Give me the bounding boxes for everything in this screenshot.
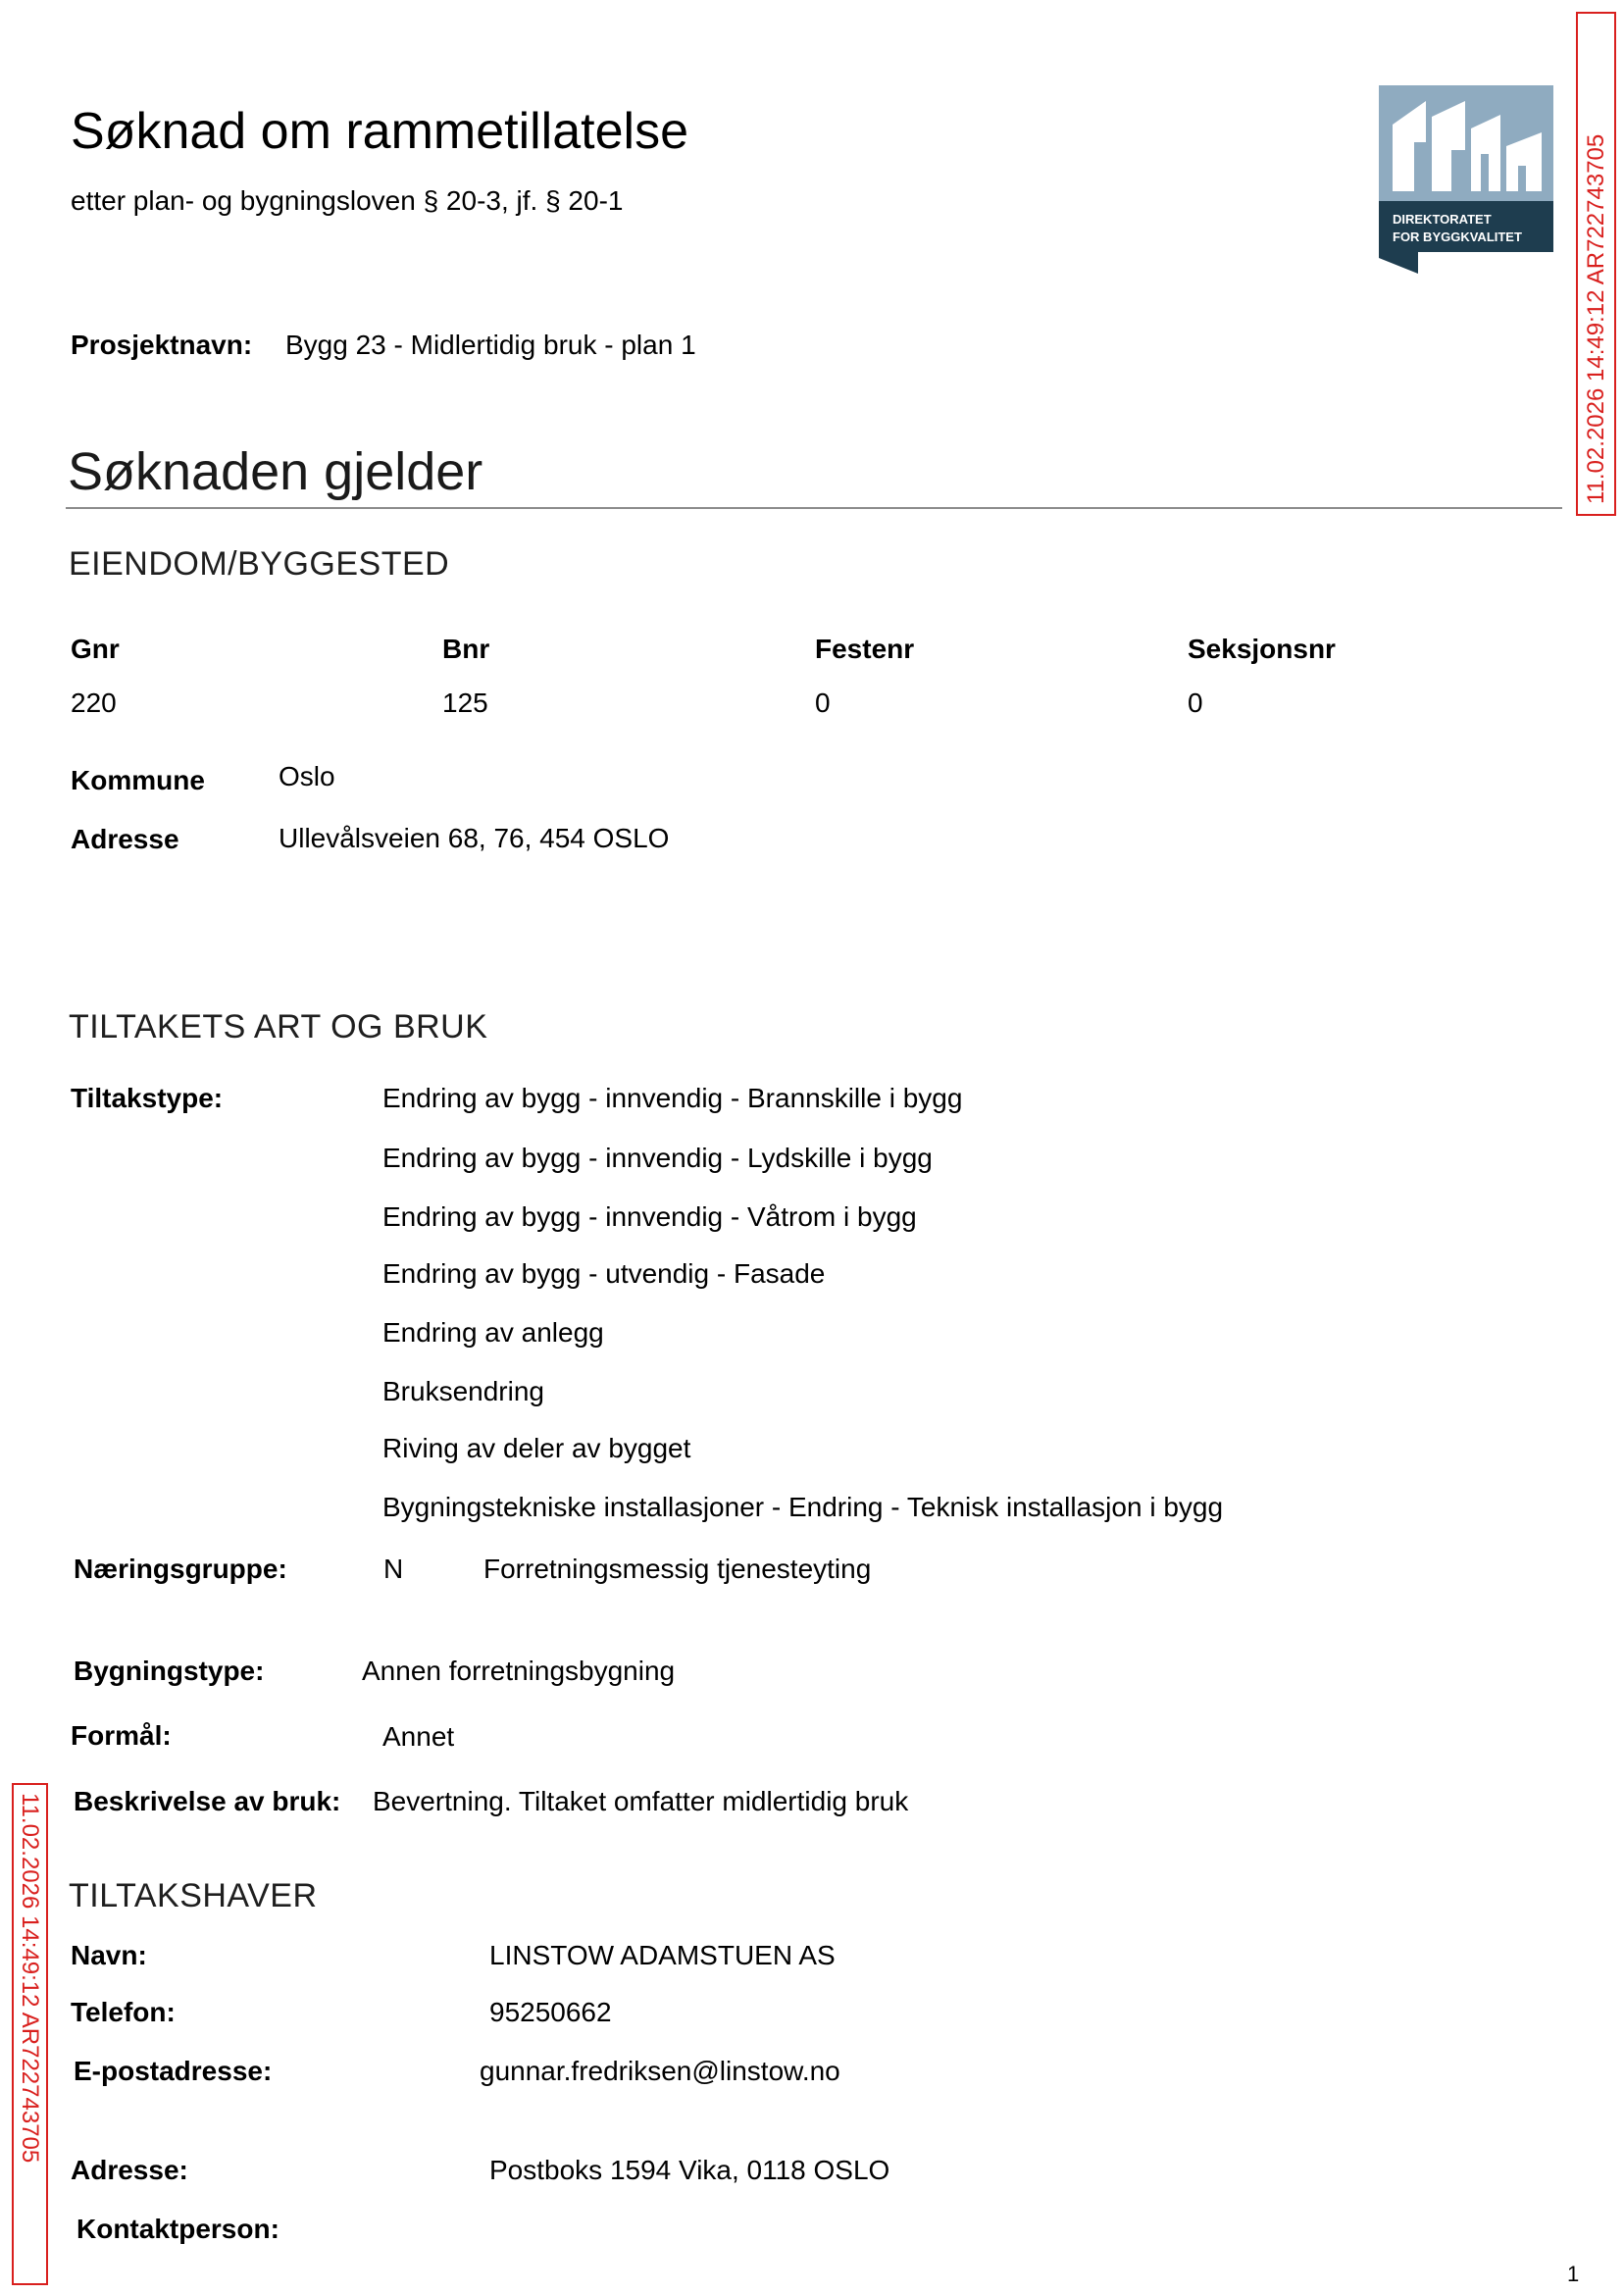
navn-label: Navn: xyxy=(71,1940,147,1970)
tiltak-heading: TILTAKETS ART OG BRUK xyxy=(69,1008,488,1045)
gnr-label: Gnr xyxy=(71,634,120,664)
tiltakshaver-heading: TILTAKSHAVER xyxy=(69,1877,318,1914)
kommune-label: Kommune xyxy=(71,765,205,795)
property-heading: EIENDOM/BYGGESTED xyxy=(69,545,450,583)
tiltakstype-item: Endring av bygg - innvendig - Brannskille i bygg xyxy=(382,1083,963,1113)
bygningstype-label: Bygningstype: xyxy=(74,1656,265,1686)
tiltakstype-item: Bygningstekniske installasjoner - Endring - Teknisk installasjon i bygg xyxy=(382,1492,1224,1522)
logo-text-line2: FOR BYGGKVALITET xyxy=(1393,229,1522,244)
naeringsgruppe-name: Forretningsmessig tjenesteyting xyxy=(483,1554,872,1584)
project-name-label: Prosjektnavn: xyxy=(71,330,253,360)
navn-value: LINSTOW ADAMSTUEN AS xyxy=(489,1940,836,1970)
page-number: 1 xyxy=(1567,2262,1580,2286)
telefon-value: 95250662 xyxy=(489,1997,612,2027)
property-address-value: Ullevålsveien 68, 76, 454 OSLO xyxy=(279,823,670,853)
dibk-logo xyxy=(1379,85,1553,274)
property-address-label: Adresse xyxy=(71,824,179,854)
document-subtitle: etter plan- og bygningsloven § 20-3, jf. § 20-1 xyxy=(71,185,624,216)
tiltakshaver-address-value: Postboks 1594 Vika, 0118 OSLO xyxy=(489,2155,890,2185)
naeringsgruppe-code: N xyxy=(383,1554,404,1584)
kontaktperson-label: Kontaktperson: xyxy=(76,2214,279,2244)
tiltakstype-item: Endring av bygg - utvendig - Fasade xyxy=(382,1258,826,1289)
gnr-value: 220 xyxy=(71,688,117,718)
timestamp-stamp-left: 11.02.2026 14:49:12 AR722743705 xyxy=(12,1783,48,2285)
epost-value: gunnar.fredriksen@linstow.no xyxy=(480,2056,840,2086)
naeringsgruppe-label: Næringsgruppe: xyxy=(74,1554,287,1584)
tiltakstype-label: Tiltakstype: xyxy=(71,1083,224,1113)
seksjonsnr-value: 0 xyxy=(1188,688,1203,718)
kommune-value: Oslo xyxy=(279,761,335,791)
beskrivelse-label: Beskrivelse av bruk: xyxy=(74,1786,341,1816)
timestamp-stamp-right: 11.02.2026 14:49:12 AR722743705 xyxy=(1576,12,1616,516)
beskrivelse-value: Bevertning. Tiltaket omfatter midlertidig bruk xyxy=(373,1786,909,1816)
tiltakshaver-address-label: Adresse: xyxy=(71,2155,188,2185)
formal-label: Formål: xyxy=(71,1720,172,1751)
formal-value: Annet xyxy=(382,1721,455,1752)
seksjonsnr-label: Seksjonsnr xyxy=(1188,634,1336,664)
tiltakstype-item: Endring av anlegg xyxy=(382,1317,604,1348)
logo-text-line1: DIREKTORATET xyxy=(1393,212,1492,227)
bnr-label: Bnr xyxy=(442,634,490,664)
festenr-label: Festenr xyxy=(815,634,915,664)
telefon-label: Telefon: xyxy=(71,1997,176,2027)
section-title: Søknaden gjelder xyxy=(68,442,483,501)
project-name-value: Bygg 23 - Midlertidig bruk - plan 1 xyxy=(285,330,696,360)
festenr-value: 0 xyxy=(815,688,831,718)
tiltakstype-item: Riving av deler av bygget xyxy=(382,1433,691,1463)
section-divider xyxy=(66,507,1562,509)
bnr-value: 125 xyxy=(442,688,488,718)
epost-label: E-postadresse: xyxy=(74,2056,273,2086)
tiltakstype-item: Bruksendring xyxy=(382,1376,544,1406)
tiltakstype-item: Endring av bygg - innvendig - Våtrom i bygg xyxy=(382,1201,917,1232)
tiltakstype-item: Endring av bygg - innvendig - Lydskille i bygg xyxy=(382,1143,933,1173)
document-title: Søknad om rammetillatelse xyxy=(71,103,688,160)
bygningstype-value: Annen forretningsbygning xyxy=(362,1656,676,1686)
